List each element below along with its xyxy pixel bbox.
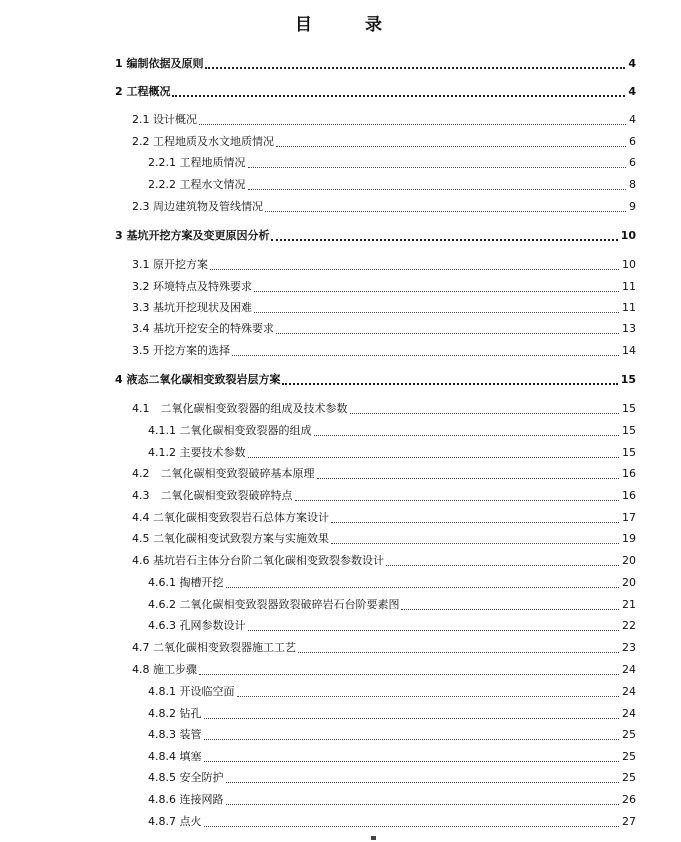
toc-entry-page-number: 25 <box>622 771 636 784</box>
dot-leader <box>226 781 620 783</box>
toc-entry-page-number: 4 <box>628 57 636 70</box>
toc-entry-label: 4.3 二氧化碳相变致裂破碎特点 <box>132 489 293 502</box>
toc-entry-level-3[interactable] <box>148 576 636 590</box>
toc-title: 目 录 <box>295 15 400 35</box>
toc-entry-label: 2.2 工程地质及水文地质情况 <box>132 135 274 148</box>
toc-entry-page-number: 8 <box>629 178 636 191</box>
toc-entry-page-number: 6 <box>629 135 636 148</box>
toc-entry-label: 4.8.3 装管 <box>148 728 202 741</box>
toc-entry-level-1[interactable] <box>115 57 636 71</box>
toc-entry-label: 4.8.4 填塞 <box>148 750 202 763</box>
toc-entry-label: 2.3 周边建筑物及管线情况 <box>132 200 263 213</box>
toc-entry-level-2[interactable] <box>132 532 636 546</box>
toc-entry-level-2[interactable] <box>132 135 636 149</box>
toc-entry-page-number: 22 <box>622 619 636 632</box>
toc-entry-label: 2.2.1 工程地质情况 <box>148 156 246 169</box>
toc-entry-page-number: 24 <box>622 685 636 698</box>
toc-entry-page-number: 19 <box>622 532 636 545</box>
toc-entry-page-number: 15 <box>622 424 636 437</box>
toc-entry-label: 4.8.6 连接网路 <box>148 793 224 806</box>
dot-leader <box>401 608 619 610</box>
toc-entry-label: 4.1.2 主要技术参数 <box>148 446 246 459</box>
toc-entry-label: 4.8.5 安全防护 <box>148 771 224 784</box>
dot-leader <box>298 651 619 653</box>
toc-entry-label: 4.6.1 掏槽开挖 <box>148 576 224 589</box>
dot-leader <box>248 629 620 631</box>
dot-leader <box>331 521 619 523</box>
toc-entry-level-2[interactable] <box>132 280 636 294</box>
toc-entry-label: 4.8.1 开设临空面 <box>148 685 235 698</box>
toc-entry-level-2[interactable] <box>132 113 636 127</box>
toc-entry-page-number: 15 <box>620 373 636 386</box>
dot-leader <box>204 717 620 719</box>
toc-entry-level-3[interactable] <box>148 424 636 438</box>
toc-entry-level-3[interactable] <box>148 598 636 612</box>
toc-entry-page-number: 15 <box>622 402 636 415</box>
toc-entry-level-3[interactable] <box>148 178 636 192</box>
toc-entry-page-number: 6 <box>629 156 636 169</box>
toc-entry-page-number: 24 <box>622 707 636 720</box>
toc-entry-label: 1 编制依据及原则 <box>115 57 204 70</box>
dot-leader <box>226 803 620 805</box>
toc-entry-level-2[interactable] <box>132 641 636 655</box>
dot-leader <box>271 238 617 241</box>
toc-entry-label: 4.6.2 二氧化碳相变致裂器致裂破碎岩石台阶要素图 <box>148 598 400 611</box>
dot-leader <box>386 564 619 566</box>
toc-entry-level-3[interactable] <box>148 619 636 633</box>
toc-entry-page-number: 26 <box>622 793 636 806</box>
toc-entry-page-number: 9 <box>629 200 636 213</box>
toc-entry-level-2[interactable] <box>132 489 636 503</box>
dot-leader <box>276 145 626 147</box>
toc-entry-label: 4.8.7 点火 <box>148 815 202 828</box>
toc-entry-page-number: 11 <box>622 280 636 293</box>
dot-leader <box>205 66 625 69</box>
toc-entry-level-1[interactable] <box>115 229 636 243</box>
toc-entry-label: 3.5 开挖方案的选择 <box>132 344 230 357</box>
toc-entry-page-number: 14 <box>622 344 636 357</box>
toc-entry-label: 2.2.2 工程水文情况 <box>148 178 246 191</box>
dot-leader <box>204 738 620 740</box>
toc-entry-level-2[interactable] <box>132 663 636 677</box>
toc-entry-label: 3.1 原开挖方案 <box>132 258 208 271</box>
toc-entry-label: 4.5 二氧化碳相变试致裂方案与实施效果 <box>132 532 329 545</box>
toc-entry-page-number: 15 <box>622 446 636 459</box>
toc-entry-level-1[interactable] <box>115 373 636 387</box>
dot-leader <box>254 311 619 313</box>
toc-entry-page-number: 16 <box>622 489 636 502</box>
toc-entry-label: 4.4 二氧化碳相变致裂岩石总体方案设计 <box>132 511 329 524</box>
toc-entry-level-3[interactable] <box>148 685 636 699</box>
toc-entry-label: 3 基坑开挖方案及变更原因分析 <box>115 229 270 242</box>
toc-entry-page-number: 10 <box>622 258 636 271</box>
toc-entry-page-number: 25 <box>622 750 636 763</box>
toc-entry-level-2[interactable] <box>132 554 636 568</box>
toc-entry-label: 4.8 施工步骤 <box>132 663 197 676</box>
toc-entry-page-number: 27 <box>622 815 636 828</box>
toc-entry-page-number: 16 <box>622 467 636 480</box>
dot-leader <box>237 695 620 697</box>
dot-leader <box>254 290 619 292</box>
dot-leader <box>282 382 617 385</box>
toc-entry-page-number: 24 <box>622 663 636 676</box>
page-mark <box>371 836 376 840</box>
dot-leader <box>295 499 620 501</box>
toc-entry-level-2[interactable] <box>132 511 636 525</box>
dot-leader <box>317 477 620 479</box>
toc-entry-level-3[interactable] <box>148 728 636 742</box>
toc-entry-label: 4.2 二氧化碳相变致裂破碎基本原理 <box>132 467 315 480</box>
toc-entry-label: 4.6 基坑岩石主体分台阶二氧化碳相变致裂参数设计 <box>132 554 384 567</box>
toc-entry-page-number: 4 <box>629 113 636 126</box>
dot-leader <box>199 673 619 675</box>
toc-entry-level-1[interactable] <box>115 85 636 99</box>
toc-entry-label: 2 工程概况 <box>115 85 171 98</box>
dot-leader <box>232 354 619 356</box>
dot-leader <box>314 434 620 436</box>
toc-entry-page-number: 11 <box>622 301 636 314</box>
dot-leader <box>331 542 619 544</box>
dot-leader <box>350 412 620 414</box>
toc-entry-page-number: 20 <box>622 576 636 589</box>
toc-entry-level-2[interactable] <box>132 322 636 336</box>
dot-leader <box>204 825 620 827</box>
toc-entry-page-number: 23 <box>622 641 636 654</box>
toc-entry-level-3[interactable] <box>148 793 636 807</box>
toc-entry-page-number: 13 <box>622 322 636 335</box>
dot-leader <box>199 123 626 125</box>
toc-entry-label: 4.1.1 二氧化碳相变致裂器的组成 <box>148 424 312 437</box>
toc-entry-label: 2.1 设计概况 <box>132 113 197 126</box>
toc-entry-page-number: 10 <box>620 229 636 242</box>
dot-leader <box>276 332 619 334</box>
toc-entry-page-number: 25 <box>622 728 636 741</box>
dot-leader <box>226 586 620 588</box>
toc-entry-level-2[interactable] <box>132 344 636 358</box>
toc-entry-level-3[interactable] <box>148 707 636 721</box>
toc-entry-label: 4.7 二氧化碳相变致裂器施工工艺 <box>132 641 296 654</box>
toc-entry-label: 3.4 基坑开挖安全的特殊要求 <box>132 322 274 335</box>
dot-leader <box>248 188 627 190</box>
toc-entry-label: 4.6.3 孔网参数设计 <box>148 619 246 632</box>
toc-entry-level-3[interactable] <box>148 156 636 170</box>
toc-entry-page-number: 4 <box>628 85 636 98</box>
toc-entry-level-2[interactable] <box>132 402 636 416</box>
dot-leader <box>172 94 625 97</box>
toc-entry-label: 4.8.2 钻孔 <box>148 707 202 720</box>
toc-entry-label: 3.3 基坑开挖现状及困难 <box>132 301 252 314</box>
toc-entry-page-number: 20 <box>622 554 636 567</box>
toc-entry-page-number: 17 <box>622 511 636 524</box>
toc-entry-label: 3.2 环境特点及特殊要求 <box>132 280 252 293</box>
toc-entry-label: 4 液态二氧化碳相变致裂岩层方案 <box>115 373 281 386</box>
toc-entry-level-2[interactable] <box>132 301 636 315</box>
toc-entry-level-2[interactable] <box>132 467 636 481</box>
toc-entry-label: 4.1 二氧化碳相变致裂器的组成及技术参数 <box>132 402 348 415</box>
toc-entry-level-3[interactable] <box>148 446 636 460</box>
dot-leader <box>204 760 620 762</box>
toc-entry-level-3[interactable] <box>148 815 636 829</box>
toc-entry-level-3[interactable] <box>148 771 636 785</box>
toc-entry-level-2[interactable] <box>132 200 636 214</box>
toc-entry-level-2[interactable] <box>132 258 636 272</box>
dot-leader <box>210 268 619 270</box>
toc-entry-level-3[interactable] <box>148 750 636 764</box>
dot-leader <box>265 210 626 212</box>
dot-leader <box>248 456 620 458</box>
dot-leader <box>248 166 627 168</box>
toc-entry-page-number: 21 <box>622 598 636 611</box>
